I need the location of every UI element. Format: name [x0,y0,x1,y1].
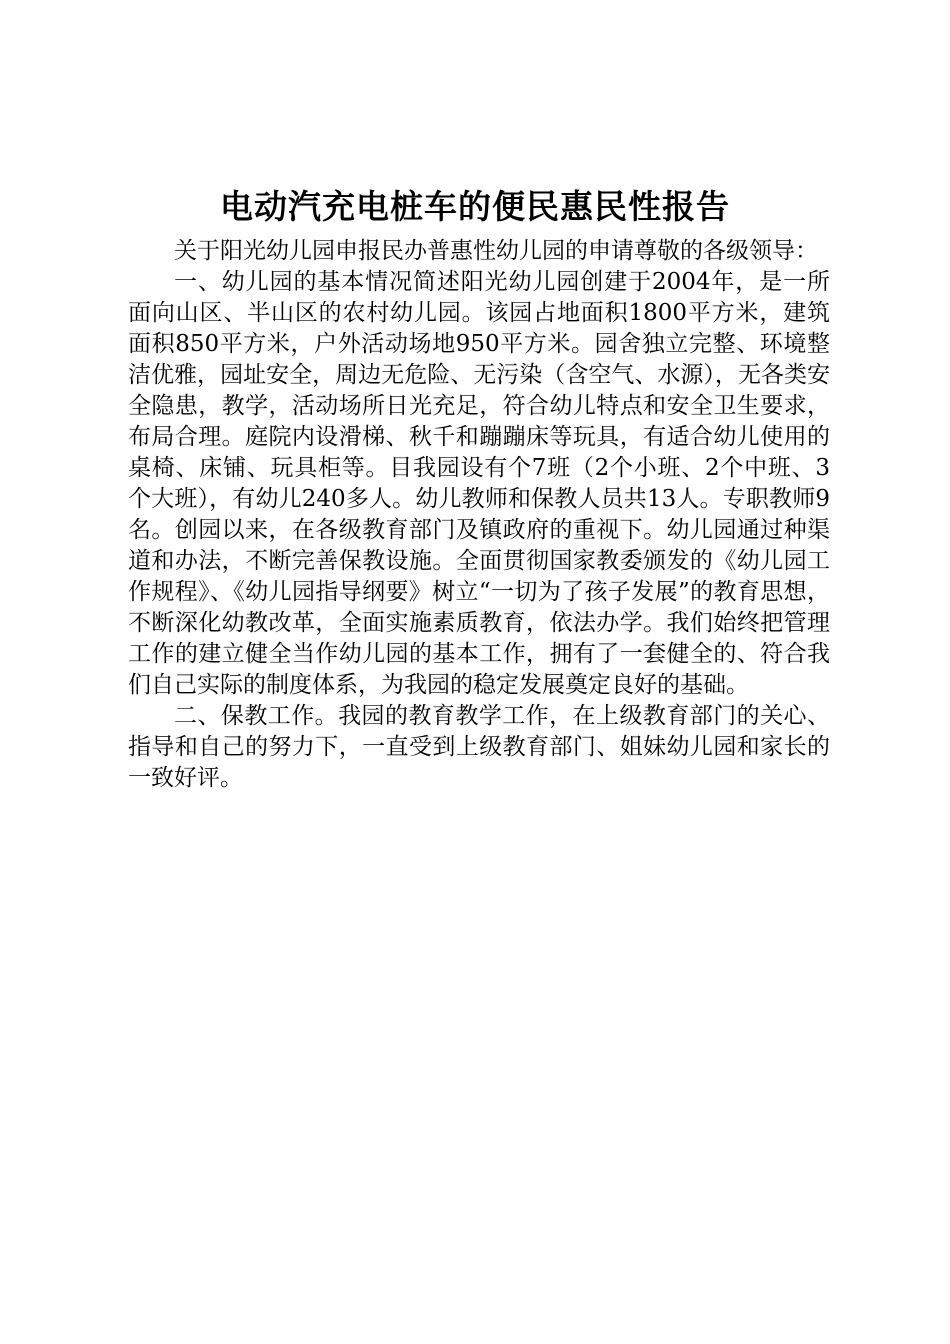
document-title: 电动汽充电桩车的便民惠民性报告 [220,187,730,226]
document-body [128,236,830,794]
paragraph-salutation: 关于阳光幼儿园申报民办普惠性幼儿园的申请尊敬的各级领导： [174,238,818,264]
paragraph-basic-info: 一、幼儿园的基本情况简述阳光幼儿园创建于2004年，是一所面向山区、半山区的农村幼儿园。该园占地面积1800平方米，建筑面积850平方米，户外活动场地950平方米。园舍独立完整、环境整洁优雅，园址安全，周边无危险、无污染（含空气、水源），无各类安全隐患，教学，活动场所日光充足，符合幼儿特点和安全卫生要求，布局合理。庭院内设滑梯、秋千和蹦蹦床等玩具，有适合幼儿使用的桌椅、床铺、玩具柜等。目我园设有个7班（2个小班、2个中班、3个大班），有幼儿240多人。幼儿教师和保教人员共13人。专职教师9名。创园以来，在各级教育部门及镇政府的重视下。幼儿园通过种渠道和办法，不断完善保教设施。全面贯彻国家教委颁发的《幼儿园工作规程》、《幼儿园指导纲要》树立“一切为了孩子发展”的教育思想，不断深化幼教改革，全面实施素质教育，依法办学。我们始终把管理工作的建立健全当作幼儿园的基本工作，拥有了一套健全的、符合我们自己实际的制度体系，为我园的稳定发展奠定良好的基础。 [128,269,830,698]
paragraph-teaching-work: 二、保教工作。我园的教育教学工作，在上级教育部门的关心、指导和自己的努力下，一直受到上级教育部门、姐妹幼儿园和家长的一致好评。 [128,703,830,791]
